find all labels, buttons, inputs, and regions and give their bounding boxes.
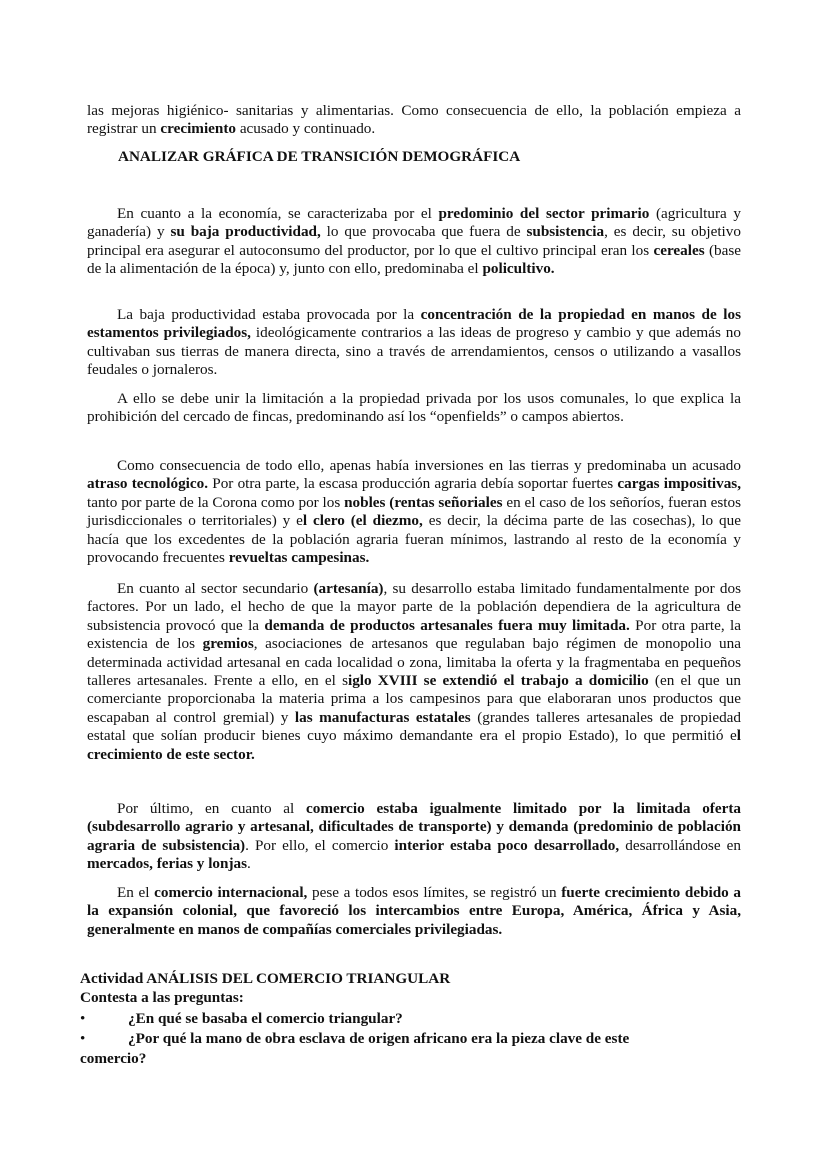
paragraph-text: Por último, en cuanto al [117, 800, 306, 817]
paragraph-bold: las manufacturas estatales [294, 708, 471, 726]
intro-text: acusado y continuado. [236, 120, 376, 138]
intro-text: las mejoras higiénico- sanitarias y alimentarias. Como consecuencia de ello, la población empieza a registrar un [87, 102, 741, 138]
paragraph-text: , asociaciones de artesanos que regulaban bajo régimen de monopolio una determinada actividad artesanal en cada localidad o zona, limitaba la oferta y la fragmentaba en pequeños talleres artesanales. Frente a ello, en el s [87, 635, 741, 690]
question-text: comercio? [80, 1050, 147, 1067]
intro-bold: crecimiento [160, 120, 237, 138]
activity-title: ANÁLISIS DEL COMERCIO TRIANGULAR [146, 970, 451, 987]
paragraph-text: Por otra parte, la existencia de los [87, 616, 741, 653]
paragraph-bold: concentración de la propiedad en manos de los estamentos privilegiados, [87, 306, 741, 342]
question-continuation [80, 1050, 740, 1068]
paragraph-bold: gremios [202, 635, 254, 653]
paragraph-atraso [87, 457, 741, 567]
paragraph-bold: predominio del sector primario [438, 205, 650, 222]
paragraph-bold: cargas impositivas, [617, 475, 742, 493]
paragraph-productividad [87, 306, 741, 380]
question-item [80, 1030, 740, 1048]
paragraph-text: , es decir, su objetivo principal era asegurar el autoconsumo del productor, por lo que el cultivo principal eran los [87, 223, 741, 259]
paragraph-bold: atraso tecnológico. [87, 475, 209, 493]
paragraph-text: (agricultura y ganadería) y [87, 205, 741, 241]
paragraph-comercio [87, 800, 741, 874]
heading-grafica: ANALIZAR GRÁFICA DE TRANSICIÓN DEMOGRÁFICA [118, 148, 521, 165]
paragraph-bold: iglo XVIII se extendió el trabajo a domicilio [347, 672, 649, 690]
paragraph-text: La baja productividad estaba provocada por la [117, 306, 421, 323]
paragraph-text: pese a todos esos límites, se registró un [307, 884, 562, 901]
paragraph-text: Como consecuencia de todo ello, apenas había inversiones en las tierras y predominaba un acusado [117, 457, 741, 474]
paragraph-text: , su desarrollo estaba limitado fundamentalmente por dos factores. Por un lado, el hecho de que la mayor parte de la población dependiera de la agricultura de subsistencia provocó que la [87, 580, 741, 634]
paragraph-text: En cuanto a la economía, se caracterizaba por el [117, 205, 439, 222]
paragraph-text: ideológicamente contrarios a las ideas de progreso y cambio y que además no cultivaban sus tierras de manera directa, sino a través de arrendamientos, censos o utilizando a vasallos feudales o jornaleros. [87, 324, 741, 379]
paragraph-text: (en el que un comerciante proporcionaba la materia prima a los campesinos para que elaboraran unos productos que escapaban al control gremial) y [87, 672, 741, 726]
paragraph-text: Por otra parte, la escasa producción agraria debía soportar fuertes [208, 475, 618, 493]
paragraph-text: en el caso de los señoríos, fueran estos jurisdiccionales o territoriales) y e [87, 493, 742, 530]
activity-subtitle [80, 989, 740, 1007]
paragraph-bold: policultivo. [482, 260, 555, 278]
paragraph-propiedad [87, 390, 741, 427]
activity-heading [80, 970, 740, 988]
question-text: ¿Por qué la mano de obra esclava de origen africano era la pieza clave de este [128, 1030, 630, 1047]
question-item [80, 1010, 740, 1028]
paragraph-bold: cereales [653, 241, 705, 259]
activity-prefix: Actividad [80, 970, 147, 987]
paragraph-text: lo que provocaba que fuera de [320, 223, 527, 241]
paragraph-bold: revueltas campesinas. [228, 549, 370, 567]
paragraph-bold: (artesanía) [313, 580, 384, 597]
paragraph-bold: comercio internacional, [154, 884, 308, 901]
bullet-icon: • [80, 1010, 86, 1027]
paragraph-bold: l clero (el diezmo, [302, 512, 423, 530]
intro-paragraph [87, 102, 741, 139]
paragraph-bold: mercados, ferias y lonjas [87, 855, 248, 873]
paragraph-bold: fuerte crecimiento debido a la expansión colonial, que favoreció los intercambios entre Europa, América, África y Asia, generalmente en manos de compañías comerciales privilegiadas. [87, 884, 742, 938]
paragraph-bold: su baja productividad, [170, 223, 321, 241]
paragraph-bold: subsistencia [526, 223, 605, 241]
paragraph-bold: l crecimiento de este sector. [87, 727, 741, 763]
paragraph-internacional [87, 884, 741, 939]
paragraph-text: . Por ello, el comercio [245, 836, 395, 854]
paragraph-text: (grandes talleres artesanales de propiedad estatal que solían producir bienes cuyo máximo demandante era el propio Estado), lo que permitió e [87, 708, 742, 745]
paragraph-text: (base de la alimentación de la época) y, junto con ello, predominaba el [87, 241, 742, 278]
activity-subtitle-text: Contesta a las preguntas: [80, 989, 244, 1006]
paragraph-text: En el [117, 884, 155, 901]
paragraph-text: A ello se debe unir la limitación a la propiedad privada por los usos comunales, lo que explica la prohibición del cercado de fincas, predominando así los “openfields” o campos abiertos. [87, 390, 741, 426]
paragraph-secundario [87, 580, 741, 764]
paragraph-text: desarrollándose en [619, 836, 741, 854]
paragraph-text: tanto por parte de la Corona como por los [87, 493, 345, 511]
bullet-icon: • [80, 1030, 86, 1047]
paragraph-bold: demanda de productos artesanales fuera muy limitada. [264, 616, 630, 634]
paragraph-economia [87, 205, 741, 279]
question-text: ¿En qué se basaba el comercio triangular? [128, 1010, 403, 1027]
paragraph-text: es decir, la décima parte de las cosechas), lo que hacía que los excedentes de la población agraria fueran mínimos, lastrando al resto de la economía y provocando frecuentes [87, 512, 741, 567]
paragraph-bold: nobles (rentas señoriales [344, 493, 503, 511]
paragraph-text: En cuanto al sector secundario [117, 580, 314, 597]
paragraph-bold: comercio estaba igualmente limitado por la limitada oferta (subdesarrollo agrario y artesanal, dificultades de transporte) y demanda (predominio de población agraria de subsistencia) [87, 800, 741, 854]
paragraph-bold: interior estaba poco desarrollado, [394, 836, 620, 854]
paragraph-text: . [247, 855, 251, 873]
